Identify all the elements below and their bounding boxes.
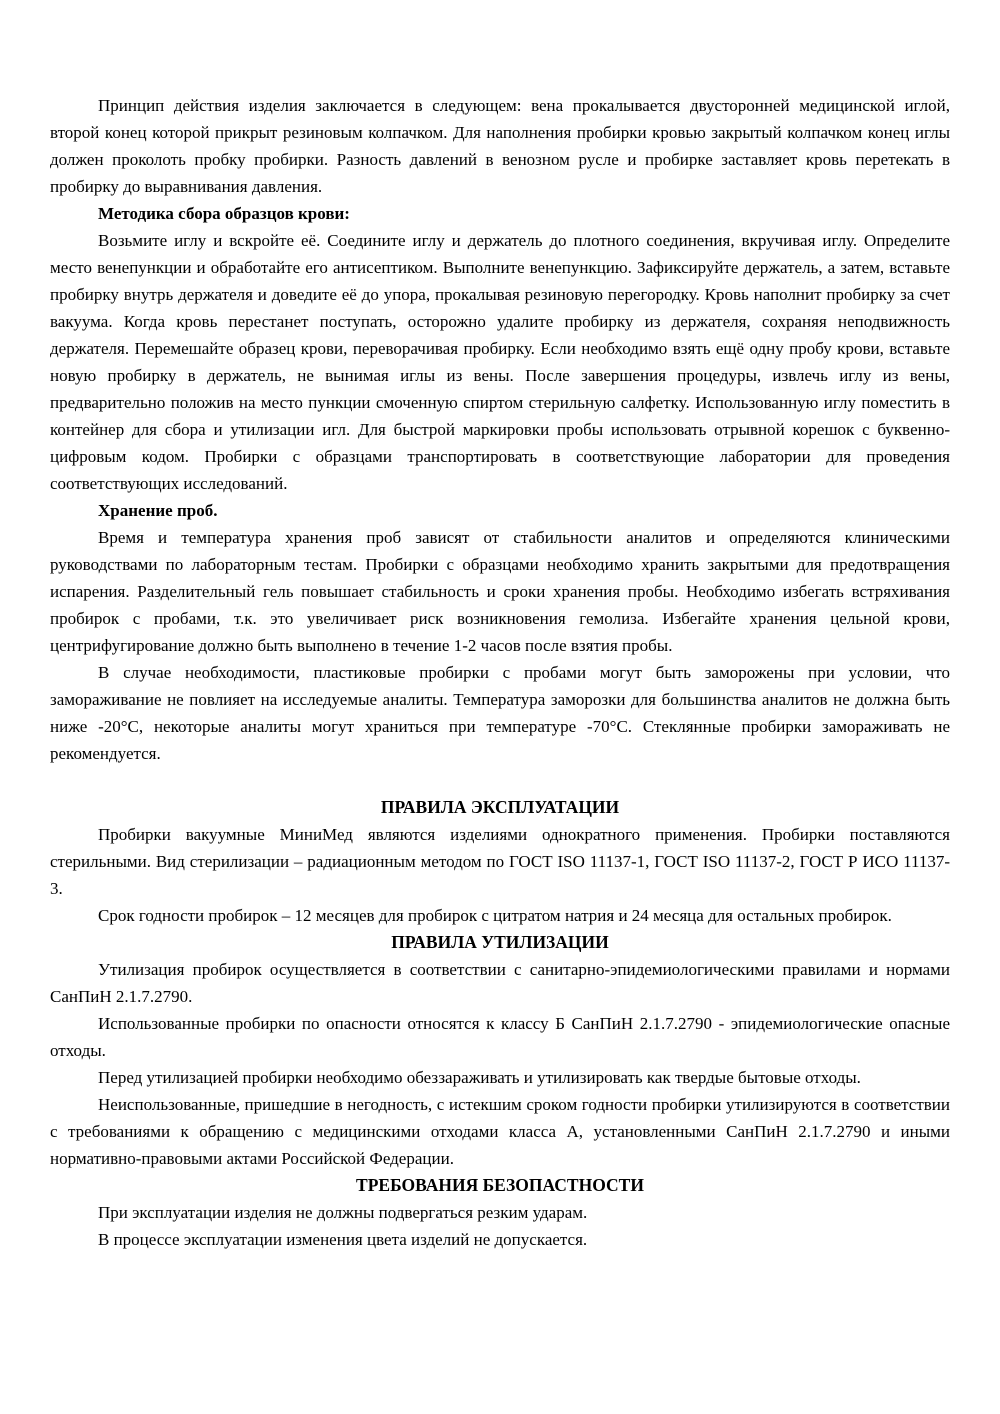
heading-blood-collection-method: Методика сбора образцов крови: <box>98 204 350 223</box>
paragraph-collection-procedure: Возьмите иглу и вскройте её. Соедините иглу и держатель до плотного соединения, вкручивая иглу. Определите место венепункции и обработайте его антисептиком. Выполните венепункцию. Зафиксируйте держатель, а затем, вставьте пробирку внутрь держателя и доведите её до упора, прокалывая резиновую перегородку. Кровь наполнит пробирку за счет вакуума. Когда кровь перестанет поступать, осторожно удалите пробирку из держателя, сохраняя неподвижность держателя. Перемешайте образец крови, переворачивая пробирку. Если необходимо взять ещё одну пробу крови, вставьте новую пробирку в держатель, не вынимая иглы из вены. После завершения процедуры, извлечь иглу из вены, предварительно положив на место пункции смоченную спиртом стерильную салфетку. Использованную иглу поместить в контейнер для сбора и утилизации игл. Для быстрой маркировки пробы использовать отрывной корешок с буквенно-цифровым кодом. Пробирки с образцами транспортировать в соответствующие лаборатории для проведения соответствующих исследований. <box>50 231 950 493</box>
paragraph-decontamination: Перед утилизацией пробирки необходимо обеззараживать и утилизировать как твердые бытовые отходы. <box>98 1068 861 1087</box>
paragraph-no-color-change: В процессе эксплуатации изменения цвета изделий не допускается. <box>98 1230 588 1249</box>
paragraph-single-use-sterilization: Пробирки вакуумные МиниМед являются изделиями однократного применения. Пробирки поставляются стерильными. Вид стерилизации – радиационным методом по ГОСТ ISO 11137-1, ГОСТ ISO 11137-2, ГОСТ Р ИСО 11137-3. <box>50 825 950 898</box>
paragraph-disposal-sanpin: Утилизация пробирок осуществляется в соответствии с санитарно-эпидемиологическими правилами и нормами СанПиН 2.1.7.2790. <box>50 960 950 1006</box>
heading-sample-storage: Хранение проб. <box>98 501 218 520</box>
paragraph-storage-conditions: Время и температура хранения проб зависят от стабильности аналитов и определяются клиническими руководствами по лабораторным тестам. Пробирки с образцами необходимо хранить закрытыми для предотвращения испарения. Разделительный гель повышает стабильность и сроки хранения пробы. Необходимо избегать встряхивания пробирок с пробами, т.к. это увеличивает риск возникновения гемолиза. Избегайте хранения цельной крови, центрифугирование должно быть выполнено в течение 1-2 часов после взятия пробы. <box>50 528 950 655</box>
section-heading-safety-requirements: ТРЕБОВАНИЯ БЕЗОПАСТНОСТИ <box>356 1175 644 1195</box>
paragraph-unused-tubes-disposal: Неиспользованные, пришедшие в негодность, с истекшим сроком годности пробирки утилизируются в соответствии с требованиями к обращению с медицинскими отходами класса А, установленными СанПиН 2.1.7.2790 и иными нормативно-правовыми актами Российской Федерации. <box>50 1095 950 1168</box>
paragraph-no-sharp-impacts: При эксплуатации изделия не должны подвергаться резким ударам. <box>98 1203 588 1222</box>
paragraph-principle: Принцип действия изделия заключается в следующем: вена прокалывается двусторонней медицинской иглой, второй конец которой прикрыт резиновым колпачком. Для наполнения пробирки кровью закрытый колпачком конец иглы должен проколоть пробку пробирки. Разность давлений в венозном русле и пробирке заставляет кровь перетекать в пробирку до выравнивания давления. <box>50 96 950 196</box>
paragraph-used-tubes-class: Использованные пробирки по опасности относятся к классу Б СанПиН 2.1.7.2790 - эпидемиологические опасные отходы. <box>50 1014 950 1060</box>
section-heading-disposal-rules: ПРАВИЛА УТИЛИЗАЦИИ <box>391 932 609 952</box>
paragraph-shelf-life: Срок годности пробирок – 12 месяцев для пробирок с цитратом натрия и 24 месяца для остальных пробирок. <box>98 906 892 925</box>
paragraph-freezing: В случае необходимости, пластиковые пробирки с пробами могут быть заморожены при условии, что замораживание не повлияет на исследуемые аналиты. Температура заморозки для большинства аналитов не должна быть ниже -20°С, некоторые аналиты могут храниться при температуре -70°С. Стеклянные пробирки замораживать не рекомендуется. <box>50 663 950 763</box>
section-heading-operation-rules: ПРАВИЛА ЭКСПЛУАТАЦИИ <box>380 797 620 817</box>
